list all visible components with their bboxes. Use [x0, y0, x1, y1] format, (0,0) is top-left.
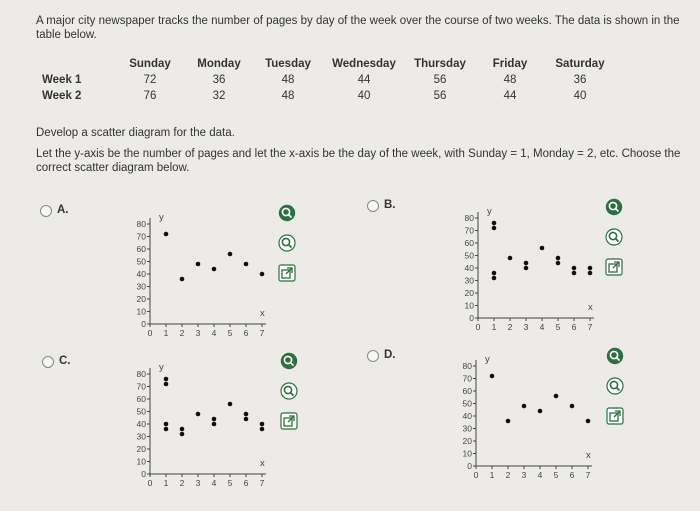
data-point — [538, 409, 543, 414]
x-tick-label: 0 — [475, 322, 481, 332]
table-row — [42, 88, 616, 104]
data-point — [180, 432, 185, 437]
data-point — [212, 417, 217, 422]
y-tick-label: 30 — [136, 431, 146, 442]
x-tick-label: 5 — [553, 470, 559, 480]
x-axis-label: x — [588, 302, 593, 313]
x-tick-label: 3 — [195, 478, 201, 488]
table-cell: 44 — [503, 90, 517, 102]
scatter-chart-b — [450, 200, 600, 334]
y-tick-label: 10 — [462, 448, 472, 459]
table-cell: 72 — [143, 74, 157, 86]
data-point — [228, 252, 233, 257]
data-point — [492, 221, 497, 226]
y-tick-label: 0 — [467, 461, 472, 471]
x-tick-label: 3 — [521, 470, 527, 480]
y-tick-label: 60 — [136, 394, 146, 404]
x-tick-label: 5 — [227, 328, 233, 338]
data-point — [508, 256, 513, 261]
table-row — [42, 72, 616, 88]
y-tick-label: 0 — [469, 313, 474, 323]
table-cell: 44 — [357, 74, 371, 86]
x-tick-label: 2 — [179, 328, 185, 338]
zoom-out-icon[interactable] — [604, 227, 624, 247]
x-axis-label: x — [260, 308, 265, 319]
table-header-row — [42, 56, 616, 72]
data-point — [554, 394, 559, 399]
y-tick-label: 30 — [136, 281, 146, 292]
x-tick-label: 2 — [507, 322, 513, 332]
y-axis-label: y — [159, 212, 164, 223]
table-cell: 76 — [143, 90, 157, 102]
table-header: Saturday — [555, 58, 605, 70]
zoom-in-icon[interactable] — [605, 346, 625, 366]
data-point — [260, 422, 265, 427]
data-point — [196, 412, 201, 417]
x-axis-label: x — [586, 450, 591, 461]
table-cell: 40 — [573, 90, 587, 102]
x-tick-label: 4 — [211, 478, 217, 488]
x-tick-label: 4 — [537, 470, 543, 480]
table-row-label: Week 2 — [42, 90, 82, 102]
y-tick-label: 20 — [462, 436, 472, 446]
data-point — [572, 266, 577, 271]
data-point — [492, 276, 497, 281]
y-tick-label: 50 — [136, 256, 146, 267]
x-tick-label: 1 — [489, 470, 495, 480]
x-tick-label: 2 — [505, 470, 511, 480]
open-external-icon[interactable] — [277, 263, 297, 283]
x-tick-label: 6 — [569, 470, 575, 480]
x-tick-label: 3 — [523, 322, 529, 332]
chart-c-tools — [279, 351, 301, 441]
x-tick-label: 5 — [555, 322, 561, 332]
data-point — [586, 419, 591, 424]
data-point — [180, 277, 185, 282]
data-point — [260, 272, 265, 277]
y-axis-label: y — [487, 206, 492, 217]
data-point — [570, 404, 575, 409]
chart-d-tools — [605, 346, 627, 436]
data-point — [164, 382, 169, 387]
y-tick-label: 40 — [136, 269, 146, 279]
y-tick-label: 0 — [141, 319, 146, 329]
open-external-icon[interactable] — [604, 257, 624, 277]
table-cell: 56 — [433, 74, 447, 86]
x-tick-label: 6 — [571, 322, 577, 332]
x-tick-label: 1 — [163, 328, 169, 338]
table-header: Wednesday — [332, 58, 396, 70]
y-tick-label: 60 — [136, 244, 146, 254]
data-point — [212, 422, 217, 427]
data-point — [164, 377, 169, 382]
data-point — [556, 261, 561, 266]
instruction-develop: Develop a scatter diagram for the data. — [36, 127, 235, 139]
y-axis-label: y — [159, 362, 164, 373]
y-tick-label: 80 — [464, 213, 474, 223]
zoom-in-icon[interactable] — [277, 203, 297, 223]
radio-button-d[interactable] — [367, 350, 379, 362]
x-tick-label: 4 — [211, 328, 217, 338]
x-tick-label: 7 — [587, 322, 593, 332]
open-external-icon[interactable] — [605, 406, 625, 426]
table-cell: 36 — [573, 74, 587, 86]
x-tick-label: 0 — [147, 328, 153, 338]
scatter-chart-a — [122, 206, 272, 340]
x-axis-label: x — [260, 458, 265, 469]
data-point — [572, 271, 577, 276]
table-header: Sunday — [129, 58, 171, 70]
y-tick-label: 20 — [464, 288, 474, 298]
scatter-chart-c — [122, 356, 272, 490]
table-cell: 40 — [357, 90, 371, 102]
y-tick-label: 10 — [464, 300, 474, 311]
data-point — [506, 419, 511, 424]
x-tick-label: 2 — [179, 478, 185, 488]
y-tick-label: 70 — [136, 231, 146, 242]
y-tick-label: 80 — [136, 369, 146, 379]
zoom-out-icon[interactable] — [605, 376, 625, 396]
table-cell: 48 — [281, 74, 295, 86]
chart-b-tools — [604, 197, 626, 287]
x-tick-label: 7 — [259, 328, 265, 338]
instruction-axes: Let the y-axis be the number of pages and let the x-axis be the day of the week, with Sunday = 1, Monday = 2, etc. Choose the correct scatter diagram below. — [36, 148, 681, 174]
table-header — [42, 56, 114, 72]
table-cell: 56 — [433, 90, 447, 102]
data-point — [260, 427, 265, 432]
x-tick-label: 7 — [259, 478, 265, 488]
zoom-out-icon[interactable] — [277, 233, 297, 253]
table-header: Friday — [492, 58, 528, 70]
table-header: Thursday — [414, 58, 466, 70]
radio-button-c[interactable] — [42, 356, 54, 368]
table-cell: 36 — [212, 74, 226, 86]
x-tick-label: 0 — [147, 478, 153, 488]
choice-b-label: B. — [384, 199, 396, 211]
choice-d-label: D. — [384, 349, 396, 361]
x-tick-label: 3 — [195, 328, 201, 338]
y-tick-label: 50 — [462, 398, 472, 409]
table-header: Monday — [197, 58, 241, 70]
table-cell: 48 — [281, 90, 295, 102]
y-tick-label: 70 — [464, 225, 474, 236]
data-point — [524, 261, 529, 266]
data-point — [588, 271, 593, 276]
zoom-in-icon[interactable] — [279, 351, 299, 371]
scatter-plot-svg — [448, 348, 598, 482]
table-cell: 48 — [503, 74, 517, 86]
y-axis-label: y — [485, 354, 490, 365]
y-tick-label: 50 — [464, 250, 474, 261]
table-cell: 32 — [212, 90, 226, 102]
y-tick-label: 80 — [136, 219, 146, 229]
problem-statement: A major city newspaper tracks the number of pages by day of the week over the course of two weeks. The data is shown in the table below. — [36, 15, 680, 41]
y-tick-label: 40 — [464, 263, 474, 273]
x-tick-label: 4 — [539, 322, 545, 332]
data-point — [196, 262, 201, 267]
x-tick-label: 1 — [491, 322, 497, 332]
x-tick-label: 0 — [473, 470, 479, 480]
zoom-in-icon[interactable] — [604, 197, 624, 217]
data-point — [164, 232, 169, 237]
data-point — [522, 404, 527, 409]
y-tick-label: 60 — [464, 238, 474, 248]
y-tick-label: 70 — [136, 381, 146, 392]
y-tick-label: 30 — [462, 423, 472, 434]
y-tick-label: 40 — [462, 411, 472, 421]
x-tick-label: 1 — [163, 478, 169, 488]
y-tick-label: 20 — [136, 444, 146, 454]
y-tick-label: 70 — [462, 373, 472, 384]
scatter-plot-svg — [122, 206, 272, 340]
instructions — [36, 126, 686, 182]
y-tick-label: 20 — [136, 294, 146, 304]
data-point — [556, 256, 561, 261]
y-tick-label: 60 — [462, 386, 472, 396]
y-tick-label: 10 — [136, 306, 146, 317]
y-tick-label: 80 — [462, 361, 472, 371]
data-point — [164, 422, 169, 427]
data-point — [588, 266, 593, 271]
scatter-chart-d — [448, 348, 598, 482]
x-tick-label: 6 — [243, 478, 249, 488]
x-tick-label: 5 — [227, 478, 233, 488]
y-tick-label: 50 — [136, 406, 146, 417]
chart-a-tools — [277, 203, 299, 293]
data-point — [180, 427, 185, 432]
data-point — [164, 427, 169, 432]
scatter-plot-svg — [450, 200, 600, 334]
radio-button-a[interactable] — [40, 205, 52, 217]
scatter-plot-svg — [122, 356, 272, 490]
data-point — [492, 226, 497, 231]
y-tick-label: 40 — [136, 419, 146, 429]
y-tick-label: 10 — [136, 456, 146, 467]
data-point — [492, 271, 497, 276]
choice-a-label: A. — [57, 204, 69, 216]
zoom-out-icon[interactable] — [279, 381, 299, 401]
choice-c-label: C. — [59, 355, 71, 367]
data-point — [524, 266, 529, 271]
y-tick-label: 0 — [141, 469, 146, 479]
x-tick-label: 6 — [243, 328, 249, 338]
radio-button-b[interactable] — [367, 200, 379, 212]
open-external-icon[interactable] — [279, 411, 299, 431]
data-point — [244, 412, 249, 417]
data-point — [228, 402, 233, 407]
table-row-label: Week 1 — [42, 74, 82, 86]
data-point — [490, 374, 495, 379]
table-header: Tuesday — [265, 58, 311, 70]
data-point — [212, 267, 217, 272]
data-point — [244, 417, 249, 422]
y-tick-label: 30 — [464, 275, 474, 286]
data-table — [42, 56, 616, 104]
data-point — [244, 262, 249, 267]
data-point — [540, 246, 545, 251]
x-tick-label: 7 — [585, 470, 591, 480]
